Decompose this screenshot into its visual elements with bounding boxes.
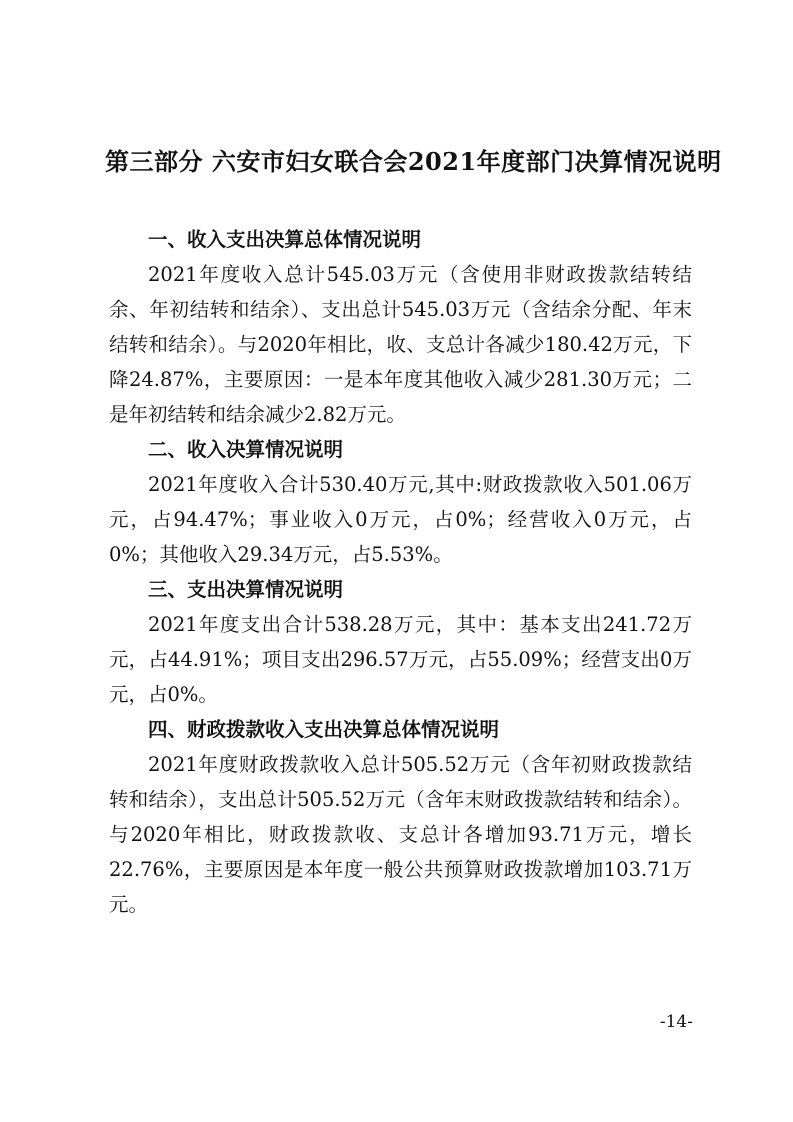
document-body: [109, 222, 692, 922]
section-paragraph: 2021年度财政拨款收入总计505.52万元（含年初财政拨款结转和结余），支出总计505.52万元（含年末财政拨款结转和结余）。与2020年相比，财政拨款收、支总计各增加93.71万元，增长22.76%，主要原因是本年度一般公共预算财政拨款增加103.71万元。: [109, 753, 692, 916]
section-2: [109, 432, 692, 572]
section-heading: 三、支出决算情况说明: [148, 578, 344, 601]
section-1: [109, 222, 692, 432]
section-heading: 一、收入支出决算总体情况说明: [148, 228, 422, 251]
section-heading: 二、收入决算情况说明: [148, 438, 344, 461]
page-number: -14-: [659, 1012, 693, 1032]
section-heading: 四、财政拨款收入支出决算总体情况说明: [148, 718, 500, 741]
section-paragraph: 2021年度收入总计545.03万元（含使用非财政拨款结转结余、年初结转和结余）、支出总计545.03万元（含结余分配、年末结转和结余）。与2020年相比，收、支总计各减少180.42万元，下降24.87%，主要原因：一是本年度其他收入减少281.30万元；二是年初结转和结余减少2.82万元。: [109, 263, 692, 426]
section-paragraph: 2021年度支出合计538.28万元，其中：基本支出241.72万元，占44.91%；项目支出296.57万元，占55.09%；经营支出0万元，占0%。: [109, 613, 692, 706]
section-paragraph: 2021年度收入合计530.40万元,其中:财政拨款收入501.06万元，占94.47%；事业收入0万元，占0%；经营收入0万元，占0%；其他收入29.34万元，占5.53%。: [109, 473, 692, 566]
document-title: 第三部分 六安市妇女联合会2021年度部门决算情况说明: [105, 147, 722, 176]
section-3: [109, 572, 692, 712]
section-4: [109, 712, 692, 922]
